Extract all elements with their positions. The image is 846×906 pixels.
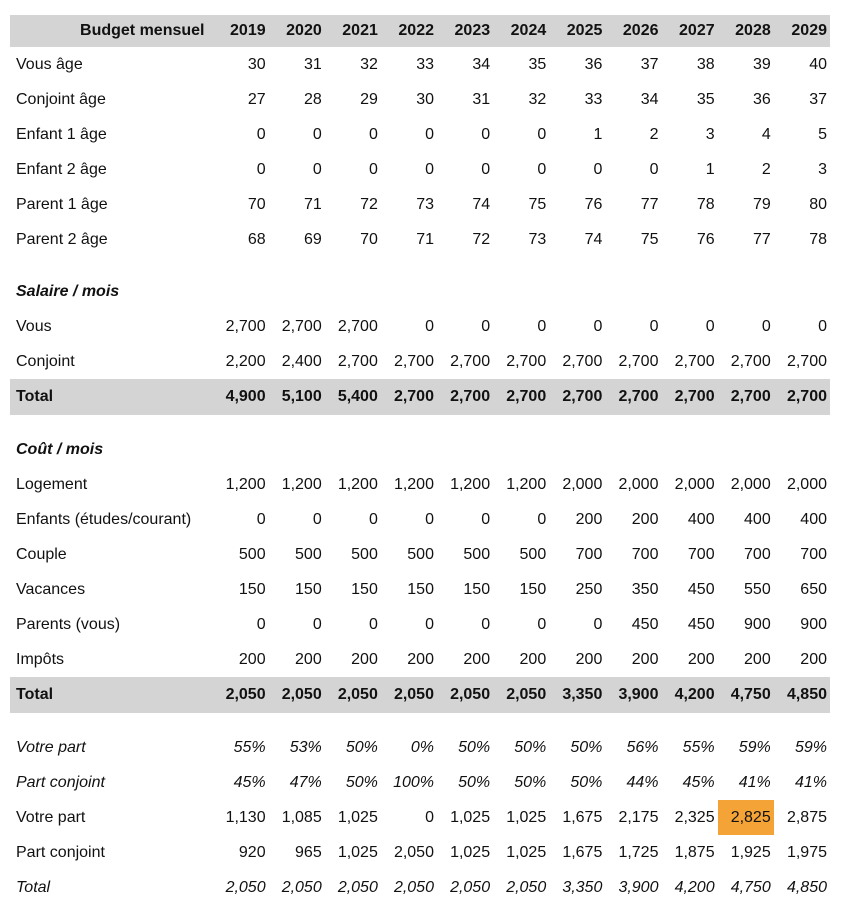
value-cell[interactable]: 5	[818, 125, 827, 143]
value-cell[interactable]: 3	[818, 160, 827, 178]
data-row	[10, 117, 830, 152]
value-cell[interactable]: 50%	[570, 773, 603, 791]
data-row	[10, 344, 830, 379]
value-cell[interactable]: 200	[687, 650, 715, 668]
year-header[interactable]: 2026	[622, 22, 659, 39]
value-cell[interactable]: 39	[752, 55, 771, 73]
value-cell[interactable]: 2,050	[393, 843, 434, 861]
value-cell[interactable]: 150	[519, 580, 547, 598]
data-row	[10, 152, 830, 187]
value-cell[interactable]: 2,050	[225, 686, 266, 703]
value-cell[interactable]: 0	[425, 317, 434, 335]
row-label[interactable]: Enfants (études/courant)	[16, 510, 192, 528]
value-cell[interactable]: 1,025	[450, 843, 491, 861]
value-cell[interactable]: 1,025	[337, 843, 378, 861]
value-cell[interactable]: 32	[528, 90, 547, 108]
value-cell[interactable]: 5,400	[337, 388, 378, 405]
value-cell[interactable]: 2,050	[281, 686, 322, 703]
value-cell[interactable]: 44%	[626, 773, 659, 791]
value-cell[interactable]: 150	[407, 580, 434, 598]
row-label[interactable]: Vacances	[16, 580, 86, 598]
data-row	[10, 47, 830, 82]
data-row	[10, 222, 830, 257]
row-label[interactable]: Total	[16, 388, 54, 405]
value-cell[interactable]: 3,350	[562, 686, 603, 703]
row-label[interactable]: Parent 2 âge	[16, 230, 108, 248]
row-label[interactable]: Conjoint âge	[16, 90, 106, 108]
value-cell[interactable]: 75	[640, 230, 659, 248]
value-cell[interactable]: 76	[584, 195, 603, 213]
value-cell[interactable]: 47%	[289, 773, 322, 791]
value-cell[interactable]: 2,000	[786, 475, 827, 493]
value-cell[interactable]: 0	[593, 317, 603, 335]
budget-table	[10, 15, 830, 905]
value-cell[interactable]: 75	[528, 195, 547, 213]
value-cell[interactable]: 0	[481, 317, 491, 335]
row-label[interactable]: Enfant 2 âge	[16, 160, 107, 178]
value-cell[interactable]: 0	[368, 615, 378, 633]
value-cell[interactable]: 41%	[794, 773, 827, 791]
value-cell[interactable]: 41%	[738, 773, 771, 791]
value-cell[interactable]: 0	[256, 125, 266, 143]
value-cell[interactable]: 68	[247, 230, 266, 248]
value-cell[interactable]: 0	[312, 615, 322, 633]
value-cell[interactable]: 450	[687, 580, 715, 598]
spacer-row	[10, 415, 830, 432]
value-cell[interactable]: 2,400	[281, 352, 322, 370]
data-row	[10, 187, 830, 222]
row-label[interactable]: Parent 1 âge	[16, 195, 108, 213]
value-cell[interactable]: 1,725	[618, 843, 659, 861]
value-cell[interactable]: 500	[295, 545, 322, 563]
value-cell[interactable]: 71	[303, 195, 322, 213]
data-row	[10, 642, 830, 677]
value-cell[interactable]: 1,085	[281, 808, 322, 826]
value-cell[interactable]: 4,900	[225, 388, 266, 405]
value-cell[interactable]: 200	[295, 650, 322, 668]
value-cell[interactable]: 2,050	[506, 686, 547, 703]
value-cell[interactable]: 2,050	[393, 878, 434, 896]
value-cell[interactable]: 2,700	[506, 352, 547, 370]
split-row	[10, 835, 830, 870]
value-cell[interactable]: 2,700	[225, 317, 266, 335]
value-cell[interactable]: 50%	[514, 773, 547, 791]
value-cell[interactable]: 50%	[458, 773, 491, 791]
value-cell[interactable]: 1	[705, 160, 715, 178]
value-cell[interactable]: 2,700	[393, 352, 434, 370]
row-label[interactable]: Parents (vous)	[16, 615, 121, 633]
value-cell[interactable]: 50%	[570, 738, 603, 756]
value-cell[interactable]: 2,050	[337, 878, 378, 896]
value-cell[interactable]: 1,200	[393, 475, 434, 493]
value-cell[interactable]: 33	[416, 55, 434, 73]
value-cell[interactable]: 500	[238, 545, 266, 563]
value-cell[interactable]: 0	[705, 317, 715, 335]
header-row	[10, 15, 830, 47]
year-header[interactable]: 2025	[566, 22, 603, 39]
value-cell[interactable]: 33	[584, 90, 603, 108]
value-cell[interactable]: 2	[761, 160, 771, 178]
value-cell[interactable]: 0	[312, 160, 322, 178]
value-cell[interactable]: 200	[351, 650, 378, 668]
value-cell[interactable]: 2,175	[618, 808, 659, 826]
value-cell[interactable]: 700	[687, 545, 715, 563]
split-row	[10, 730, 830, 765]
value-cell[interactable]: 0	[425, 160, 434, 178]
value-cell[interactable]: 77	[640, 195, 659, 213]
value-cell[interactable]: 70	[247, 195, 266, 213]
row-label[interactable]: Logement	[16, 475, 88, 493]
value-cell[interactable]: 2,050	[506, 878, 547, 896]
spacer-row	[10, 713, 830, 730]
value-cell[interactable]: 37	[809, 90, 827, 108]
value-cell[interactable]: 150	[351, 580, 378, 598]
value-cell[interactable]: 200	[575, 650, 603, 668]
year-header[interactable]: 2022	[398, 22, 434, 39]
value-cell[interactable]: 150	[295, 580, 322, 598]
value-cell[interactable]: 450	[631, 615, 659, 633]
year-header[interactable]: 2019	[230, 22, 266, 39]
value-cell[interactable]: 31	[303, 55, 322, 73]
value-cell[interactable]: 79	[752, 195, 771, 213]
value-cell[interactable]: 4,750	[730, 878, 771, 896]
total-row	[10, 677, 830, 713]
value-cell[interactable]: 77	[752, 230, 771, 248]
year-header[interactable]: 2028	[735, 22, 771, 39]
value-cell[interactable]: 0	[593, 160, 603, 178]
section-heading-row	[10, 432, 830, 467]
value-cell[interactable]: 4,850	[786, 686, 827, 703]
value-cell[interactable]: 4,200	[674, 878, 715, 896]
split-row	[10, 800, 830, 835]
row-label[interactable]: Impôts	[16, 650, 65, 668]
value-cell[interactable]: 0	[368, 160, 378, 178]
value-cell[interactable]: 55%	[682, 738, 715, 756]
value-cell[interactable]: 72	[360, 195, 378, 213]
value-cell[interactable]: 900	[744, 615, 771, 633]
spacer-cell	[10, 257, 830, 274]
data-row	[10, 607, 830, 642]
sheet-title: Budget mensuel	[80, 22, 205, 39]
row-label[interactable]: Total	[16, 686, 54, 703]
value-cell[interactable]: 29	[360, 90, 378, 108]
data-row	[10, 82, 830, 117]
spacer-row	[10, 257, 830, 274]
value-cell[interactable]: 500	[407, 545, 434, 563]
value-cell[interactable]: 200	[238, 650, 266, 668]
value-cell[interactable]: 2,000	[730, 475, 771, 493]
value-cell[interactable]: 73	[416, 195, 434, 213]
split-row	[10, 765, 830, 800]
value-cell[interactable]: 36	[752, 90, 771, 108]
section-heading[interactable]: Coût / mois	[16, 440, 104, 458]
spacer-cell	[10, 415, 830, 432]
value-cell[interactable]: 74	[472, 195, 491, 213]
row-label[interactable]: Couple	[16, 545, 67, 563]
value-cell[interactable]: 0	[256, 510, 266, 528]
value-cell[interactable]: 550	[744, 580, 771, 598]
value-cell[interactable]: 2,700	[618, 388, 659, 405]
value-cell[interactable]: 1,025	[506, 843, 547, 861]
value-cell[interactable]: 1,200	[281, 475, 322, 493]
value-cell[interactable]: 80	[809, 195, 827, 213]
value-cell[interactable]: 250	[575, 580, 603, 598]
value-cell[interactable]: 40	[809, 55, 827, 73]
row-label[interactable]: Total	[16, 878, 51, 896]
highlighted-cell[interactable]: 2,825	[718, 800, 774, 835]
data-row	[10, 572, 830, 607]
value-cell[interactable]: 2,050	[281, 878, 322, 896]
value-cell[interactable]: 2,700	[450, 352, 491, 370]
value-cell[interactable]: 37	[640, 55, 659, 73]
value-cell[interactable]: 50%	[345, 738, 378, 756]
value-cell[interactable]: 350	[631, 580, 659, 598]
value-cell[interactable]: 53%	[289, 738, 322, 756]
spacer-cell	[10, 713, 830, 730]
value-cell[interactable]: 0	[818, 317, 827, 335]
value-cell[interactable]: 74	[584, 230, 603, 248]
value-cell[interactable]: 38	[696, 55, 715, 73]
value-cell[interactable]: 0	[537, 317, 547, 335]
value-cell[interactable]: 2,700	[506, 388, 547, 405]
value-cell[interactable]: 3	[705, 125, 715, 143]
value-cell[interactable]: 3,900	[618, 878, 659, 896]
value-cell[interactable]: 150	[238, 580, 266, 598]
value-cell[interactable]: 2	[649, 125, 659, 143]
value-cell[interactable]: 0	[649, 160, 659, 178]
value-cell[interactable]: 34	[640, 90, 659, 108]
value-cell[interactable]: 2,875	[786, 808, 827, 826]
value-cell[interactable]: 0	[537, 160, 547, 178]
value-cell[interactable]: 3,350	[562, 878, 603, 896]
value-cell[interactable]: 2,000	[618, 475, 659, 493]
value-cell[interactable]: 400	[744, 510, 771, 528]
value-cell[interactable]: 1,025	[450, 808, 491, 826]
value-cell[interactable]: 0	[312, 510, 322, 528]
value-cell[interactable]: 3,900	[618, 686, 659, 703]
value-cell[interactable]: 2,700	[562, 388, 603, 405]
row-label[interactable]: Conjoint	[16, 352, 75, 370]
value-cell[interactable]: 1,925	[730, 843, 771, 861]
value-cell[interactable]: 69	[303, 230, 322, 248]
value-cell[interactable]: 2,700	[730, 388, 771, 405]
value-cell[interactable]: 2,700	[674, 352, 715, 370]
value-cell[interactable]: 920	[238, 843, 266, 861]
value-cell[interactable]: 2,700	[786, 352, 827, 370]
value-cell[interactable]: 2,700	[337, 352, 378, 370]
year-header[interactable]: 2024	[510, 22, 547, 39]
value-cell[interactable]: 0	[425, 615, 434, 633]
value-cell[interactable]: 59%	[738, 738, 771, 756]
value-cell[interactable]: 36	[584, 55, 603, 73]
value-cell[interactable]: 1,675	[562, 843, 603, 861]
value-cell[interactable]: 2,050	[450, 878, 491, 896]
value-cell[interactable]: 965	[295, 843, 322, 861]
value-cell[interactable]: 2,700	[393, 388, 434, 405]
value-cell[interactable]: 1	[593, 125, 603, 143]
data-row	[10, 467, 830, 502]
value-cell[interactable]: 0%	[410, 738, 434, 756]
value-cell[interactable]: 500	[351, 545, 378, 563]
value-cell[interactable]: 50%	[514, 738, 547, 756]
value-cell[interactable]: 1,025	[337, 808, 378, 826]
value-cell[interactable]: 200	[463, 650, 491, 668]
value-cell[interactable]: 2,700	[562, 352, 603, 370]
value-cell[interactable]: 0	[425, 510, 434, 528]
value-cell[interactable]: 2,700	[450, 388, 491, 405]
value-cell[interactable]: 2,050	[450, 686, 491, 703]
value-cell[interactable]: 50%	[345, 773, 378, 791]
value-cell[interactable]: 0	[537, 125, 547, 143]
value-cell[interactable]: 28	[303, 90, 322, 108]
value-cell[interactable]: 500	[463, 545, 491, 563]
value-cell[interactable]: 200	[519, 650, 547, 668]
value-cell[interactable]: 200	[800, 650, 827, 668]
value-cell[interactable]: 200	[575, 510, 603, 528]
value-cell[interactable]: 2,050	[393, 686, 434, 703]
value-cell[interactable]: 4	[761, 125, 771, 143]
row-label[interactable]: Votre part	[16, 738, 86, 756]
value-cell[interactable]: 0	[649, 317, 659, 335]
total-row	[10, 379, 830, 415]
value-cell[interactable]: 200	[744, 650, 771, 668]
value-cell[interactable]: 59%	[794, 738, 827, 756]
value-cell[interactable]: 200	[407, 650, 434, 668]
value-cell[interactable]: 1,975	[786, 843, 827, 861]
value-cell[interactable]: 5,100	[281, 388, 322, 405]
value-cell[interactable]: 56%	[626, 738, 659, 756]
row-label[interactable]: Part conjoint	[16, 773, 105, 791]
value-cell[interactable]: 700	[744, 545, 771, 563]
value-cell[interactable]: 72	[472, 230, 491, 248]
value-cell[interactable]: 50%	[458, 738, 491, 756]
value-cell[interactable]: 27	[247, 90, 266, 108]
value-cell[interactable]: 0	[537, 510, 547, 528]
year-header[interactable]: 2029	[791, 22, 827, 39]
data-row	[10, 309, 830, 344]
value-cell[interactable]: 500	[519, 545, 547, 563]
value-cell[interactable]: 0	[481, 615, 491, 633]
value-cell[interactable]: 0	[425, 125, 434, 143]
value-cell[interactable]: 1,200	[506, 475, 547, 493]
row-label[interactable]: Enfant 1 âge	[16, 125, 107, 143]
value-cell[interactable]: 100%	[393, 773, 434, 791]
value-cell[interactable]: 0	[537, 615, 547, 633]
value-cell[interactable]: 70	[360, 230, 378, 248]
value-cell[interactable]: 73	[528, 230, 547, 248]
split-row	[10, 870, 830, 905]
value-cell[interactable]: 0	[481, 510, 491, 528]
value-cell[interactable]: 900	[800, 615, 827, 633]
value-cell[interactable]: 32	[360, 55, 378, 73]
value-cell[interactable]: 35	[528, 55, 547, 73]
value-cell[interactable]: 650	[800, 580, 827, 598]
value-cell[interactable]: 0	[761, 317, 771, 335]
year-header[interactable]: 2027	[679, 22, 715, 39]
year-header[interactable]: 2021	[342, 22, 378, 39]
value-cell[interactable]: 200	[631, 510, 659, 528]
value-cell[interactable]: 4,850	[786, 878, 827, 896]
value-cell[interactable]: 78	[809, 230, 827, 248]
year-header[interactable]: 2023	[454, 22, 491, 39]
value-cell[interactable]: 4,750	[730, 686, 771, 703]
value-cell[interactable]: 1,130	[225, 808, 266, 826]
value-cell[interactable]: 55%	[233, 738, 266, 756]
row-label[interactable]: Vous âge	[16, 55, 83, 73]
value-cell[interactable]: 45%	[233, 773, 266, 791]
value-cell[interactable]: 2,000	[674, 475, 715, 493]
value-cell[interactable]: 0	[481, 160, 491, 178]
value-cell[interactable]: 2,050	[337, 686, 378, 703]
value-cell[interactable]: 1,875	[674, 843, 715, 861]
value-cell[interactable]: 0	[593, 615, 603, 633]
data-row	[10, 502, 830, 537]
value-cell[interactable]: 0	[256, 160, 266, 178]
row-label[interactable]: Vous	[16, 317, 52, 335]
value-cell[interactable]: 1,200	[337, 475, 378, 493]
value-cell[interactable]: 30	[416, 90, 434, 108]
value-cell[interactable]: 450	[687, 615, 715, 633]
value-cell[interactable]: 2,700	[674, 388, 715, 405]
value-cell[interactable]: 78	[696, 195, 715, 213]
value-cell[interactable]: 0	[368, 125, 378, 143]
value-cell[interactable]: 700	[631, 545, 659, 563]
value-cell[interactable]: 30	[247, 55, 266, 73]
value-cell[interactable]: 34	[472, 55, 491, 73]
value-cell[interactable]: 71	[416, 230, 434, 248]
value-cell[interactable]: 0	[368, 510, 378, 528]
value-cell[interactable]: 76	[696, 230, 715, 248]
value-cell[interactable]: 0	[425, 808, 434, 826]
value-cell[interactable]: 400	[800, 510, 827, 528]
value-cell[interactable]: 2,325	[674, 808, 715, 826]
value-cell[interactable]: 0	[312, 125, 322, 143]
data-row	[10, 537, 830, 572]
value-cell[interactable]: 2,700	[618, 352, 659, 370]
value-cell[interactable]: 2,700	[281, 317, 322, 335]
value-cell[interactable]: 150	[463, 580, 491, 598]
value-cell[interactable]: 400	[687, 510, 715, 528]
value-cell[interactable]: 700	[800, 545, 827, 563]
value-cell[interactable]: 4,200	[674, 686, 715, 703]
value-cell[interactable]: 2,700	[786, 388, 827, 405]
value-cell[interactable]: 200	[631, 650, 659, 668]
value-cell[interactable]: 1,200	[225, 475, 266, 493]
value-cell[interactable]: 2,700	[730, 352, 771, 370]
section-heading-row	[10, 274, 830, 309]
row-label[interactable]: Votre part	[16, 808, 86, 826]
value-cell[interactable]: 1,675	[562, 808, 603, 826]
value-cell[interactable]: 2,000	[562, 475, 603, 493]
value-cell[interactable]: 1,200	[450, 475, 491, 493]
year-header[interactable]: 2020	[286, 22, 322, 39]
value-cell[interactable]: 45%	[682, 773, 715, 791]
value-cell[interactable]: 2,700	[337, 317, 378, 335]
value-cell[interactable]: 1,025	[506, 808, 547, 826]
value-cell[interactable]: 0	[256, 615, 266, 633]
value-cell[interactable]: 2,200	[225, 352, 266, 370]
section-heading[interactable]: Salaire / mois	[16, 282, 120, 300]
value-cell[interactable]: 35	[696, 90, 715, 108]
value-cell[interactable]: 31	[472, 90, 491, 108]
value-cell[interactable]: 0	[481, 125, 491, 143]
value-cell[interactable]: 700	[575, 545, 603, 563]
row-label[interactable]: Part conjoint	[16, 843, 105, 861]
value-cell[interactable]: 2,050	[225, 878, 266, 896]
